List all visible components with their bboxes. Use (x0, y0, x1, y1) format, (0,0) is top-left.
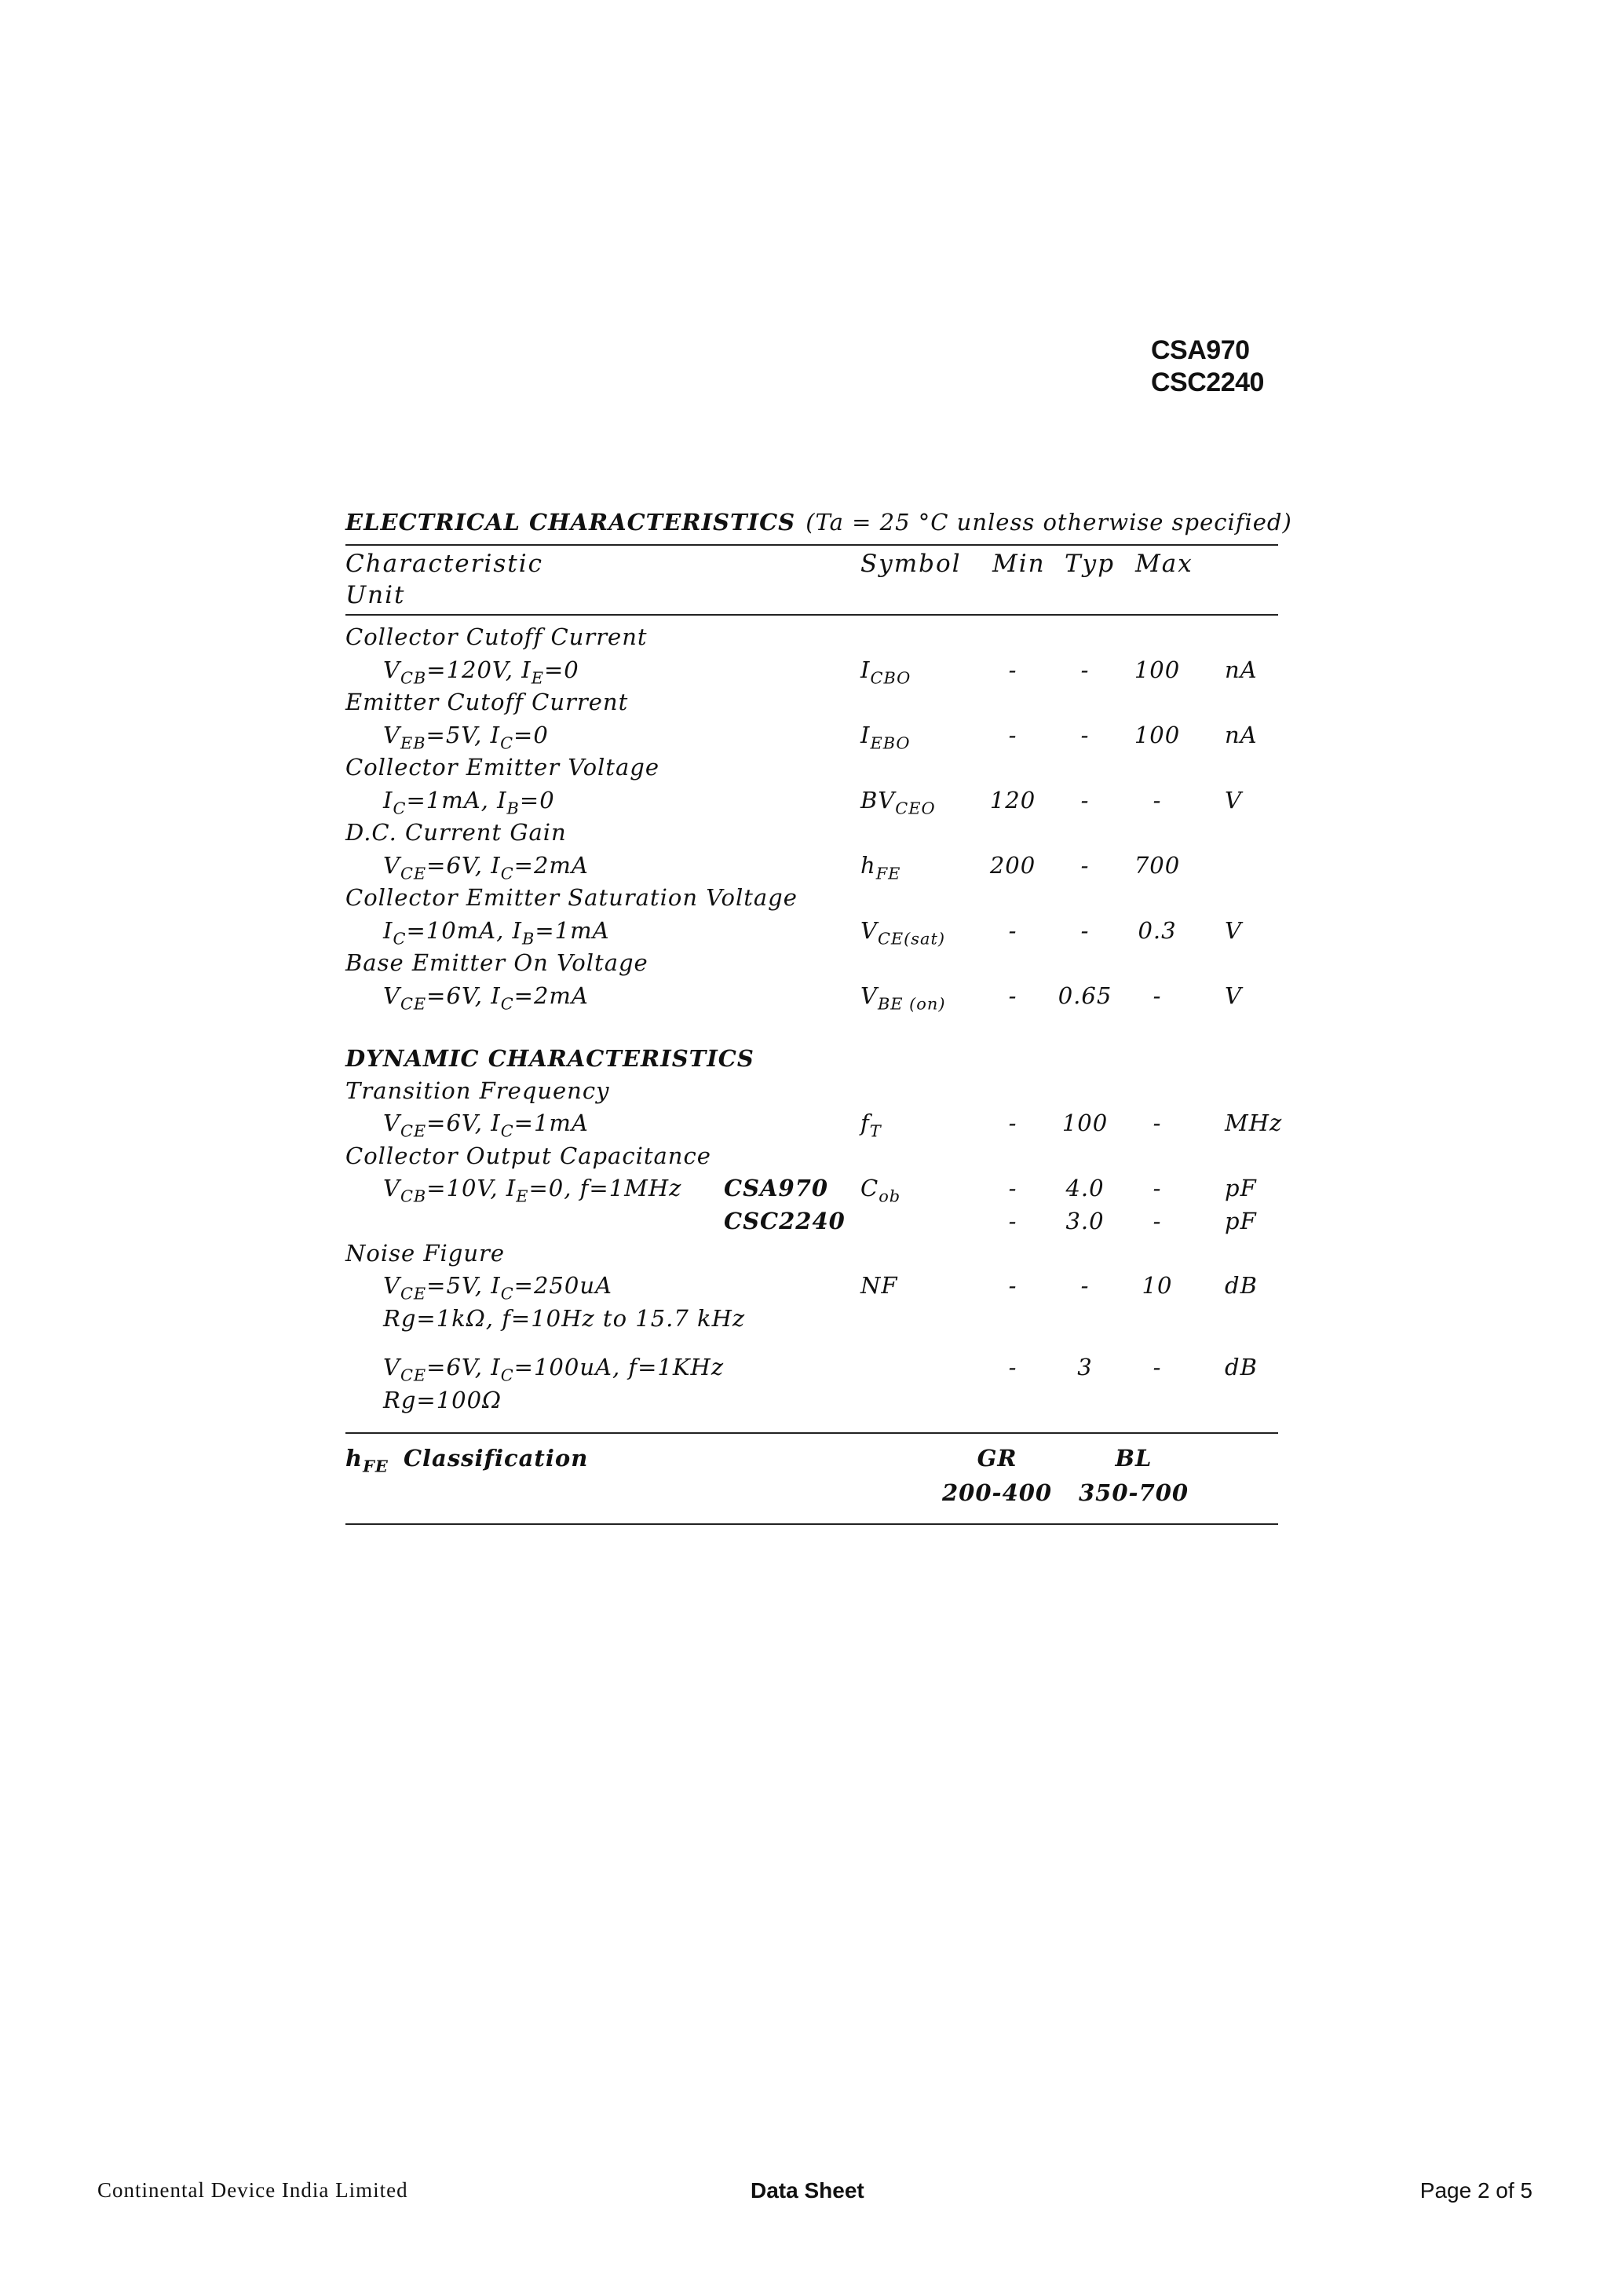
cell-unit: V (1225, 917, 1242, 944)
row-condition: $V_{CB}=10V$, $I_E=0$, f=1MHz (383, 1175, 682, 1206)
part-number-1: CSA970 (1151, 335, 1250, 365)
cell-max: - (1153, 1110, 1162, 1136)
row-condition: $V_{CE}=6V$, $I_C=2mA$ (383, 982, 589, 1014)
classification-bottom-rule (345, 1523, 1278, 1525)
column-unit: Unit (345, 581, 406, 609)
cell-typ: 3 (1077, 1354, 1093, 1380)
footer-title: Data Sheet (751, 2178, 864, 2203)
row-symbol: $BV_{CEO}$ (860, 787, 936, 818)
row-symbol: $h_{FE}$ (860, 852, 901, 883)
row-condition-extra: Rg=100Ω (383, 1387, 502, 1413)
row-symbol: $C_{ob}$ (860, 1175, 901, 1206)
row-condition-extra: Rg=1kΩ, f=10Hz to 15.7 kHz (383, 1305, 746, 1332)
cell-min: - (1008, 1208, 1017, 1234)
footer-company: Continental Device India Limited (97, 2178, 408, 2202)
row-name: Base Emitter On Voltage (345, 949, 648, 976)
column-symbol: Symbol (860, 550, 962, 578)
row-name: Collector Output Capacitance (345, 1143, 711, 1169)
class-group-range: 200-400 (942, 1479, 1053, 1506)
header-bottom-rule (345, 614, 1278, 616)
cell-max: - (1153, 1175, 1162, 1201)
classification-h-sub: FE (363, 1456, 389, 1476)
cell-typ: - (1080, 917, 1090, 944)
cell-max: 10 (1142, 1272, 1173, 1299)
row-condition: $V_{CB}=120V$, $I_E=0$ (383, 656, 579, 688)
row-condition: $V_{CE}=6V$, $I_C=1mA$ (383, 1110, 589, 1141)
row-condition: $V_{EB}=5V$, $I_C=0$ (383, 722, 549, 753)
cell-min: - (1008, 1354, 1017, 1380)
column-min: Min (992, 550, 1046, 578)
dynamic-title: DYNAMIC CHARACTERISTICS (345, 1045, 754, 1072)
row-condition: $V_{CE}=6V$, $I_C=2mA$ (383, 852, 589, 883)
cell-max: - (1153, 787, 1162, 813)
row-condition: $V_{CE}=6V$, $I_C=100uA$, f=1KHz (383, 1354, 725, 1385)
classification-top-rule (345, 1432, 1278, 1434)
cell-typ: 100 (1061, 1110, 1109, 1136)
cell-max: - (1153, 982, 1162, 1009)
column-typ: Typ (1065, 550, 1116, 578)
footer-page: Page 2 of 5 (1419, 2178, 1532, 2203)
row-symbol: $I_{CBO}$ (860, 656, 911, 688)
class-group-name: GR (977, 1445, 1017, 1472)
cell-unit: nA (1225, 656, 1258, 683)
row-symbol: $f_T$ (860, 1110, 882, 1141)
cell-min: - (1008, 1272, 1017, 1299)
row-symbol: $I_{EBO}$ (860, 722, 911, 753)
cell-max: 700 (1134, 852, 1181, 879)
cell-min: 120 (989, 787, 1036, 813)
class-group-range: 350-700 (1079, 1479, 1189, 1506)
cell-unit: dB (1225, 1272, 1258, 1299)
classification-label (345, 1445, 589, 1476)
cell-max: 0.3 (1138, 917, 1177, 944)
row-condition: $I_C=1mA$, $I_B=0$ (383, 787, 555, 818)
cell-unit: V (1225, 982, 1242, 1009)
row-symbol: $V_{CE(sat)}$ (860, 917, 945, 949)
row-name: Collector Cutoff Current (345, 623, 648, 650)
classification-text: Classification (403, 1445, 589, 1472)
row-name: D.C. Current Gain (345, 819, 567, 846)
row-symbol: NF (860, 1272, 898, 1299)
section-title-bold: ELECTRICAL CHARACTERISTICS (345, 509, 796, 536)
cell-max: - (1153, 1354, 1162, 1380)
cell-typ: - (1080, 722, 1090, 748)
cell-typ: 3.0 (1065, 1208, 1105, 1234)
variant-part: CSA970 (724, 1175, 829, 1201)
cell-typ: - (1080, 852, 1090, 879)
cell-min: - (1008, 1110, 1017, 1136)
variant-part: CSC2240 (724, 1208, 846, 1234)
class-group-name: BL (1115, 1445, 1153, 1472)
classification-h: h (345, 1445, 363, 1472)
cell-min: - (1008, 917, 1017, 944)
column-characteristic: Characteristic (345, 550, 544, 578)
row-name: Emitter Cutoff Current (345, 689, 629, 715)
cell-max: 100 (1134, 722, 1181, 748)
row-condition: $I_C=10mA$, $I_B=1mA$ (383, 917, 610, 949)
row-name: Transition Frequency (345, 1077, 610, 1104)
row-name: Noise Figure (345, 1240, 506, 1267)
row-condition: $V_{CE}=5V$, $I_C=250uA$ (383, 1272, 612, 1303)
cell-min: - (1008, 1175, 1017, 1201)
row-name: Collector Emitter Voltage (345, 754, 659, 781)
cell-typ: - (1080, 787, 1090, 813)
cell-unit: pF (1225, 1175, 1257, 1201)
cell-typ: - (1080, 1272, 1090, 1299)
row-name: Collector Emitter Saturation Voltage (345, 884, 798, 911)
cell-unit: MHz (1225, 1110, 1283, 1136)
cell-typ: 0.65 (1058, 982, 1112, 1009)
table-top-rule (345, 544, 1278, 546)
cell-unit: V (1225, 787, 1242, 813)
cell-unit: nA (1225, 722, 1258, 748)
section-title-note: (Ta = 25 °C unless otherwise specified) (806, 509, 1292, 536)
cell-min: - (1008, 656, 1017, 683)
cell-min: - (1008, 722, 1017, 748)
cell-min: 200 (989, 852, 1036, 879)
column-max: Max (1135, 550, 1193, 578)
cell-typ: - (1080, 656, 1090, 683)
cell-unit: pF (1225, 1208, 1257, 1234)
cell-max: - (1153, 1208, 1162, 1234)
cell-typ: 4.0 (1065, 1175, 1105, 1201)
section-title (345, 509, 1292, 536)
part-number-2: CSC2240 (1151, 367, 1264, 397)
cell-unit: dB (1225, 1354, 1258, 1380)
cell-min: - (1008, 982, 1017, 1009)
cell-max: 100 (1134, 656, 1181, 683)
row-symbol: $V_{BE (on)}$ (860, 982, 946, 1014)
